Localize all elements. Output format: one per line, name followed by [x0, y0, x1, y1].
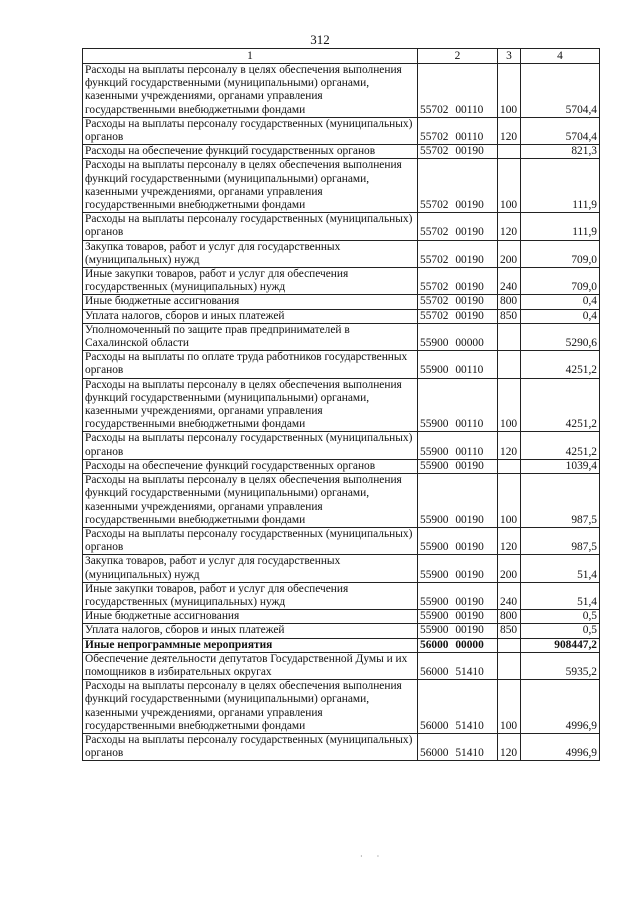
row-code-cell: 55702 00110: [418, 117, 498, 144]
row-type-cell: 240: [498, 582, 521, 609]
table-row: [83, 733, 600, 760]
row-amount-cell: 0,5: [521, 610, 600, 624]
row-type-cell: 240: [498, 268, 521, 295]
table-row: [83, 474, 600, 528]
row-type-cell: 850: [498, 624, 521, 638]
row-name-cell: Уполномоченный по защите прав предпринимателей в Сахалинской области: [83, 323, 418, 350]
row-name-cell: Обеспечение деятельности депутатов Государственной Думы и их помощников в избирательных округах: [83, 652, 418, 679]
row-amount-cell: 51,4: [521, 582, 600, 609]
table-row: [83, 555, 600, 582]
row-code-cell: 55900 00190: [418, 527, 498, 554]
row-type-cell: 120: [498, 432, 521, 459]
row-amount-cell: 5290,6: [521, 323, 600, 350]
row-code-cell: 55900 00190: [418, 474, 498, 528]
row-type-cell: [498, 459, 521, 473]
row-name-cell: Закупка товаров, работ и услуг для государственных (муниципальных) нужд: [83, 240, 418, 267]
row-code-cell: 55900 00190: [418, 624, 498, 638]
table-row: [83, 432, 600, 459]
row-amount-cell: 987,5: [521, 474, 600, 528]
row-code-cell: 55702 00190: [418, 268, 498, 295]
table-row: [83, 323, 600, 350]
table-row: [83, 638, 600, 652]
row-type-cell: 850: [498, 309, 521, 323]
row-type-cell: [498, 652, 521, 679]
table-row: [83, 680, 600, 734]
row-name-cell: Иные закупки товаров, работ и услуг для обеспечения государственных (муниципальных) нужд: [83, 268, 418, 295]
row-amount-cell: 908447,2: [521, 638, 600, 652]
row-type-cell: [498, 638, 521, 652]
row-type-cell: 100: [498, 159, 521, 213]
row-code-cell: 55900 00000: [418, 323, 498, 350]
table-row: [83, 624, 600, 638]
table-body: [83, 64, 600, 761]
row-amount-cell: 1039,4: [521, 459, 600, 473]
table-header-row: [83, 49, 600, 64]
scan-artifact-dots: · ·: [360, 852, 386, 861]
row-type-cell: 100: [498, 680, 521, 734]
row-name-cell: Расходы на выплаты персоналу государственных (муниципальных) органов: [83, 432, 418, 459]
row-amount-cell: 4996,9: [521, 733, 600, 760]
row-amount-cell: 987,5: [521, 527, 600, 554]
page-number: 312: [310, 32, 330, 47]
table-row: [83, 610, 600, 624]
table-row: [83, 527, 600, 554]
row-code-cell: 55900 00110: [418, 351, 498, 378]
row-name-cell: Иные бюджетные ассигнования: [83, 295, 418, 309]
column-header-amount: 4: [521, 49, 600, 64]
row-code-cell: 55702 00190: [418, 159, 498, 213]
row-amount-cell: 4251,2: [521, 432, 600, 459]
row-amount-cell: 709,0: [521, 240, 600, 267]
row-name-cell: Расходы на выплаты персоналу государственных (муниципальных) органов: [83, 527, 418, 554]
table-row: [83, 295, 600, 309]
row-name-cell: Расходы на выплаты персоналу государственных (муниципальных) органов: [83, 213, 418, 240]
row-amount-cell: 0,4: [521, 295, 600, 309]
row-name-cell: Расходы на выплаты персоналу в целях обеспечения выполнения функций государственными (муниципальными) органами, казенными учреждениями, органами управления государственными внебюджетными фондами: [83, 159, 418, 213]
row-type-cell: 120: [498, 117, 521, 144]
row-code-cell: 55900 00190: [418, 555, 498, 582]
row-name-cell: Расходы на выплаты персоналу государственных (муниципальных) органов: [83, 117, 418, 144]
table-row: [83, 268, 600, 295]
row-code-cell: 55702 00190: [418, 213, 498, 240]
row-name-cell: Уплата налогов, сборов и иных платежей: [83, 309, 418, 323]
row-amount-cell: 4251,2: [521, 378, 600, 432]
row-amount-cell: 51,4: [521, 555, 600, 582]
column-header-type: 3: [498, 49, 521, 64]
row-type-cell: 100: [498, 474, 521, 528]
row-amount-cell: 5935,2: [521, 652, 600, 679]
row-code-cell: 55702 00110: [418, 64, 498, 118]
row-amount-cell: 111,9: [521, 159, 600, 213]
table-row: [83, 117, 600, 144]
row-code-cell: 55900 00110: [418, 378, 498, 432]
row-type-cell: 120: [498, 213, 521, 240]
row-type-cell: [498, 145, 521, 159]
table-row: [83, 582, 600, 609]
table-row: [83, 159, 600, 213]
row-name-cell: Иные бюджетные ассигнования: [83, 610, 418, 624]
row-code-cell: 56000 00000: [418, 638, 498, 652]
row-type-cell: 200: [498, 555, 521, 582]
row-amount-cell: 0,4: [521, 309, 600, 323]
table-row: [83, 459, 600, 473]
row-code-cell: 55900 00190: [418, 459, 498, 473]
row-type-cell: [498, 351, 521, 378]
row-name-cell: Расходы на выплаты персоналу в целях обеспечения выполнения функций государственными (муниципальными) органами, казенными учреждениями, органами управления государственными внебюджетными фондами: [83, 474, 418, 528]
row-type-cell: [498, 323, 521, 350]
row-code-cell: 55900 00190: [418, 582, 498, 609]
row-amount-cell: 5704,4: [521, 64, 600, 118]
table-row: [83, 213, 600, 240]
table-row: [83, 378, 600, 432]
row-amount-cell: 4251,2: [521, 351, 600, 378]
row-code-cell: 56000 51410: [418, 680, 498, 734]
table-row: [83, 64, 600, 118]
row-amount-cell: 821,3: [521, 145, 600, 159]
row-type-cell: 120: [498, 527, 521, 554]
row-name-cell: Расходы на обеспечение функций государственных органов: [83, 145, 418, 159]
row-amount-cell: 111,9: [521, 213, 600, 240]
row-type-cell: 100: [498, 64, 521, 118]
row-code-cell: 55702 00190: [418, 240, 498, 267]
row-type-cell: 800: [498, 295, 521, 309]
row-name-cell: Закупка товаров, работ и услуг для государственных (муниципальных) нужд: [83, 555, 418, 582]
row-code-cell: 56000 51410: [418, 652, 498, 679]
row-code-cell: 55702 00190: [418, 309, 498, 323]
row-name-cell: Расходы на выплаты по оплате труда работников государственных органов: [83, 351, 418, 378]
table-row: [83, 652, 600, 679]
row-code-cell: 56000 51410: [418, 733, 498, 760]
row-name-cell: Иные закупки товаров, работ и услуг для обеспечения государственных (муниципальных) нужд: [83, 582, 418, 609]
row-code-cell: 55900 00190: [418, 610, 498, 624]
row-name-cell: Иные непрограммные мероприятия: [83, 638, 418, 652]
column-header-code: 2: [418, 49, 498, 64]
row-code-cell: 55900 00110: [418, 432, 498, 459]
row-name-cell: Расходы на обеспечение функций государственных органов: [83, 459, 418, 473]
table-row: [83, 145, 600, 159]
row-amount-cell: 5704,4: [521, 117, 600, 144]
table-row: [83, 309, 600, 323]
row-amount-cell: 709,0: [521, 268, 600, 295]
table-row: [83, 351, 600, 378]
column-header-name: 1: [83, 49, 418, 64]
row-amount-cell: 0,5: [521, 624, 600, 638]
row-amount-cell: 4996,9: [521, 680, 600, 734]
row-name-cell: Расходы на выплаты персоналу государственных (муниципальных) органов: [83, 733, 418, 760]
row-name-cell: Расходы на выплаты персоналу в целях обеспечения выполнения функций государственными (муниципальными) органами, казенными учреждениями, органами управления государственными внебюджетными фондами: [83, 378, 418, 432]
budget-table: [82, 48, 600, 761]
row-code-cell: 55702 00190: [418, 295, 498, 309]
row-type-cell: 120: [498, 733, 521, 760]
table-row: [83, 240, 600, 267]
row-name-cell: Уплата налогов, сборов и иных платежей: [83, 624, 418, 638]
row-type-cell: 200: [498, 240, 521, 267]
row-name-cell: Расходы на выплаты персоналу в целях обеспечения выполнения функций государственными (муниципальными) органами, казенными учреждениями, органами управления государственными внебюджетными фондами: [83, 64, 418, 118]
row-type-cell: 800: [498, 610, 521, 624]
row-code-cell: 55702 00190: [418, 145, 498, 159]
row-type-cell: 100: [498, 378, 521, 432]
row-name-cell: Расходы на выплаты персоналу в целях обеспечения выполнения функций государственными (муниципальными) органами, казенными учреждениями, органами управления государственными внебюджетными фондами: [83, 680, 418, 734]
